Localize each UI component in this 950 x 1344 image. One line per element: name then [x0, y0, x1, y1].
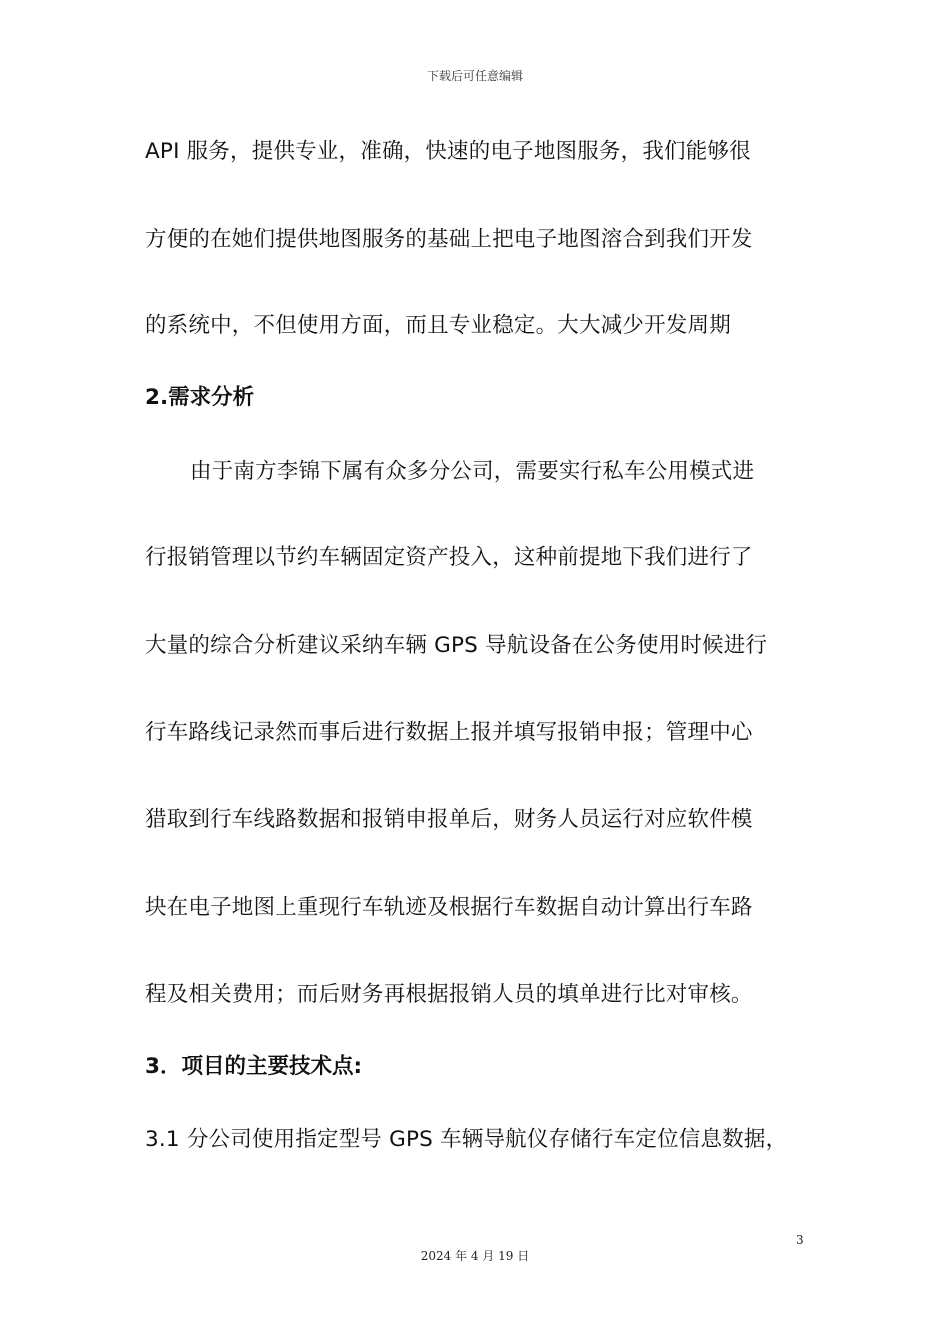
page-number: 3: [796, 1233, 804, 1247]
paragraph-line: 程及相关费用；而后财务再根据报销人员的填单进行比对审核。: [145, 982, 753, 1007]
paragraph-line: 3.1 分公司使用指定型号 GPS 车辆导航仪存储行车定位信息数据，: [145, 1127, 788, 1152]
section-heading-2: 2.需求分析: [145, 385, 255, 410]
paragraph-line: API 服务，提供专业，准确，快速的电子地图服务，我们能够很: [145, 139, 751, 164]
paragraph-line: 行报销管理以节约车辆固定资产投入，这种前提地下我们进行了: [145, 545, 753, 570]
section-heading-3: 3．项目的主要技术点:: [145, 1054, 363, 1079]
paragraph-line: 大量的综合分析建议采纳车辆 GPS 导航设备在公务使用时候进行: [145, 633, 768, 658]
paragraph-line: 的系统中，不但使用方面，而且专业稳定。大大减少开发周期: [145, 313, 731, 338]
paragraph-line: 猎取到行车线路数据和报销申报单后，财务人员运行对应软件模: [145, 807, 753, 832]
page-footer-date: 2024 年 4 月 19 日: [420, 1249, 530, 1263]
paragraph-line: 行车路线记录然而事后进行数据上报并填写报销申报；管理中心: [145, 720, 753, 745]
paragraph-line: 块在电子地图上重现行车轨迹及根据行车数据自动计算出行车路: [145, 895, 753, 920]
paragraph-line: 由于南方李锦下属有众多分公司，需要实行私车公用模式进: [190, 459, 755, 484]
page-header: 下载后可任意编辑: [426, 69, 523, 83]
paragraph-line: 方便的在她们提供地图服务的基础上把电子地图溶合到我们开发: [145, 227, 753, 252]
